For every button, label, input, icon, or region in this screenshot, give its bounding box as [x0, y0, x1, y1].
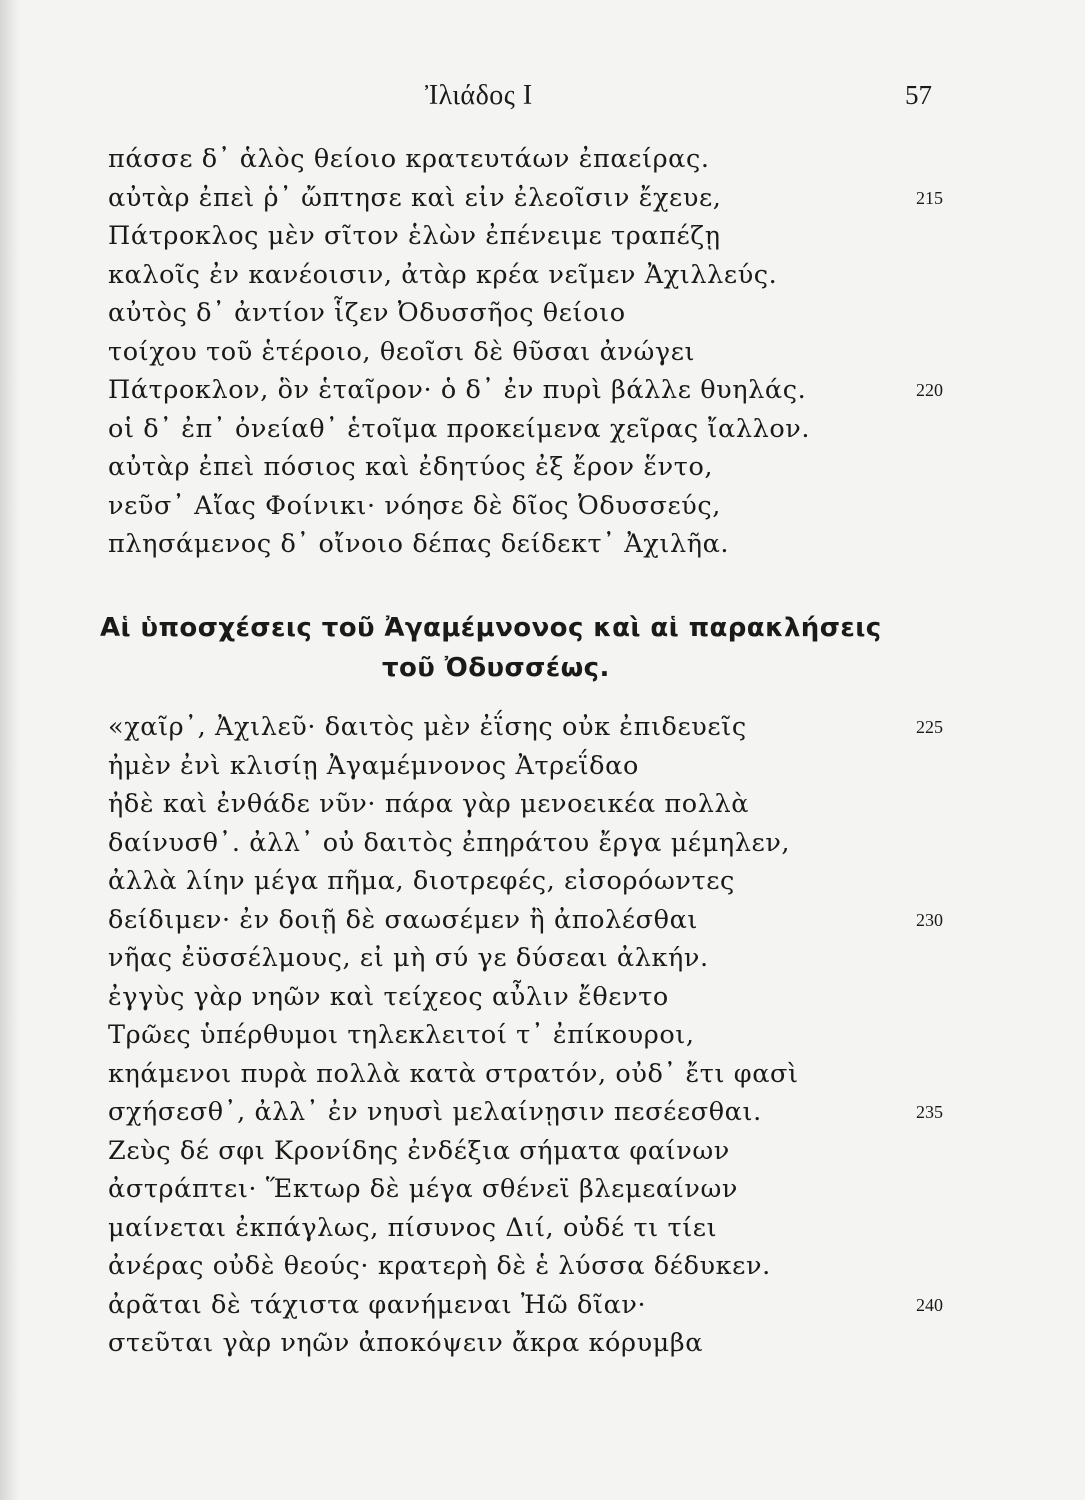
- verse-line: [0, 525, 1085, 564]
- line-number: 220: [916, 380, 943, 400]
- verse-text: ἠμὲν ἐνὶ κλισίῃ Ἀγαμέμνονος Ἀτρεΐδαο: [108, 750, 639, 781]
- verse-text: πλησάμενος δ᾽ οἴνοιο δέπας δείδεκτ᾽ Ἀχιλῆα.: [108, 529, 730, 559]
- verse-text: ἠδὲ καὶ ἐνθάδε νῦν· πάρα γὰρ μενοεικέα πολλὰ: [108, 789, 750, 819]
- verse-text: τοίχου τοῦ ἑτέροιο, θεοῖσι δὲ θῦσαι ἀνώγει: [108, 336, 696, 367]
- verse-text: Ζεὺς δέ σφι Κρονίδης ἐνδέξια σήματα φαίνων: [108, 1135, 730, 1166]
- verse-text: Πάτροκλος μὲν σῖτον ἑλὼν ἐπένειμε τραπέζῃ: [108, 221, 721, 251]
- verse-text: πάσσε δ᾽ ἁλὸς θείοιο κρατευτάων ἐπαείρας.: [108, 144, 710, 174]
- verse-text: Τρῶες ὑπέρθυμοι τηλεκλειτοί τ᾽ ἐπίκουροι,: [108, 1020, 695, 1050]
- verse-line: [0, 824, 1085, 863]
- verse-line: [0, 140, 1085, 179]
- verse-text: καλοῖς ἐν κανέοισιν, ἀτὰρ κρέα νεῖμεν Ἀχιλλεύς.: [108, 259, 778, 290]
- verse-text: αὐτὸς δ᾽ ἀντίον ἷζεν Ὀδυσσῆος θείοιο: [108, 298, 626, 328]
- running-title: Ἰλιάδος Ι: [425, 80, 533, 111]
- verse-line: [0, 333, 1085, 372]
- verse-text: οἱ δ᾽ ἐπ᾽ ὀνείαθ᾽ ἑτοῖμα προκείμενα χεῖρας ἴαλλον.: [108, 413, 811, 444]
- line-number: 235: [916, 1102, 943, 1122]
- verse-line: [0, 1324, 1085, 1363]
- verse-line: [0, 939, 1085, 978]
- verse-block-2: [0, 708, 1085, 1363]
- verse-line: [0, 294, 1085, 333]
- verse-text: κηάμενοι πυρὰ πολλὰ κατὰ στρατόν, οὐδ᾽ ἔτι φασὶ: [108, 1058, 799, 1089]
- verse-line: [0, 1093, 1085, 1132]
- verse-line: [0, 410, 1085, 449]
- section-heading-line-1: Αἱ ὑποσχέσεις τοῦ Ἀγαμέμνονος καὶ αἱ παρακλήσεις: [100, 613, 882, 643]
- verse-line: [0, 708, 1085, 747]
- verse-text: στεῦται γὰρ νηῶν ἀποκόψειν ἄκρα κόρυμβα: [108, 1328, 704, 1358]
- verse-line: [0, 487, 1085, 526]
- line-number: 240: [916, 1294, 943, 1315]
- verse-line: [0, 1055, 1085, 1094]
- verse-line: [0, 448, 1085, 487]
- verse-line: [0, 256, 1085, 295]
- verse-line: [0, 1209, 1085, 1248]
- verse-text: αὐτὰρ ἐπεὶ ῥ᾽ ὤπτησε καὶ εἰν ἐλεοῖσιν ἔχευε,: [108, 182, 722, 213]
- verse-line: [0, 371, 1085, 410]
- verse-text: ἀνέρας οὐδὲ θεούς· κρατερὴ δὲ ἑ λύσσα δέδυκεν.: [108, 1251, 771, 1281]
- verse-line: [0, 785, 1085, 824]
- verse-text: «χαῖρ᾽, Ἀχιλεῦ· δαιτὸς μὲν ἐΐσης οὐκ ἐπιδευεῖς: [108, 712, 747, 742]
- verse-text: ἀρᾶται δὲ τάχιστα φανήμεναι Ἠῶ δῖαν·: [108, 1289, 647, 1320]
- verse-text: δείδιμεν· ἐν δοιῇ δὲ σαωσέμεν ἢ ἀπολέσθαι: [108, 904, 699, 935]
- verse-line: [0, 1247, 1085, 1286]
- verse-line: [0, 1286, 1085, 1325]
- verse-text: νεῦσ᾽ Αἴας Φοίνικι· νόησε δὲ δῖος Ὀδυσσεύς,: [108, 490, 721, 521]
- section-heading-line-2: τοῦ Ὀδυσσέως.: [382, 653, 610, 683]
- verse-text: νῆας ἐϋσσέλμους, εἰ μὴ σύ γε δύσεαι ἀλκήν.: [108, 943, 709, 973]
- verse-text: ἀλλὰ λίην μέγα πῆμα, διοτρεφές, εἰσορόωντες: [108, 866, 735, 896]
- verse-text: ἀστράπτει· Ἕκτωρ δὲ μέγα σθένεϊ βλεμεαίνων: [108, 1174, 738, 1204]
- verse-line: [0, 179, 1085, 218]
- verse-line: [0, 862, 1085, 901]
- verse-text: Πάτροκλον, ὃν ἑταῖρον· ὁ δ᾽ ἐν πυρὶ βάλλε θυηλάς.: [108, 375, 807, 405]
- page-number: 57: [905, 80, 932, 110]
- verse-line: [0, 1170, 1085, 1209]
- section-heading: [0, 608, 1085, 688]
- running-head: [0, 80, 1085, 120]
- verse-line: [0, 978, 1085, 1017]
- verse-text: ἐγγὺς γὰρ νηῶν καὶ τείχεος αὖλιν ἔθεντο: [108, 981, 669, 1012]
- verse-line: [0, 217, 1085, 256]
- verse-text: μαίνεται ἐκπάγλως, πίσυνος Διί, οὐδέ τι τίει: [108, 1212, 718, 1243]
- verse-block-1: [0, 140, 1085, 564]
- verse-text: αὐτὰρ ἐπεὶ πόσιος καὶ ἐδητύος ἐξ ἔρον ἕντο,: [108, 452, 714, 482]
- line-number: 225: [916, 717, 943, 737]
- line-number: 230: [916, 909, 943, 930]
- verse-line: [0, 747, 1085, 786]
- verse-line: [0, 901, 1085, 940]
- verse-line: [0, 1132, 1085, 1171]
- verse-text: σχήσεσθ᾽, ἀλλ᾽ ἐν νηυσὶ μελαίνῃσιν πεσέεσθαι.: [108, 1097, 762, 1127]
- verse-text: δαίνυσθ᾽. ἀλλ᾽ οὐ δαιτὸς ἐπηράτου ἔργα μέμηλεν,: [108, 827, 791, 858]
- line-number: 215: [916, 187, 943, 208]
- verse-line: [0, 1016, 1085, 1055]
